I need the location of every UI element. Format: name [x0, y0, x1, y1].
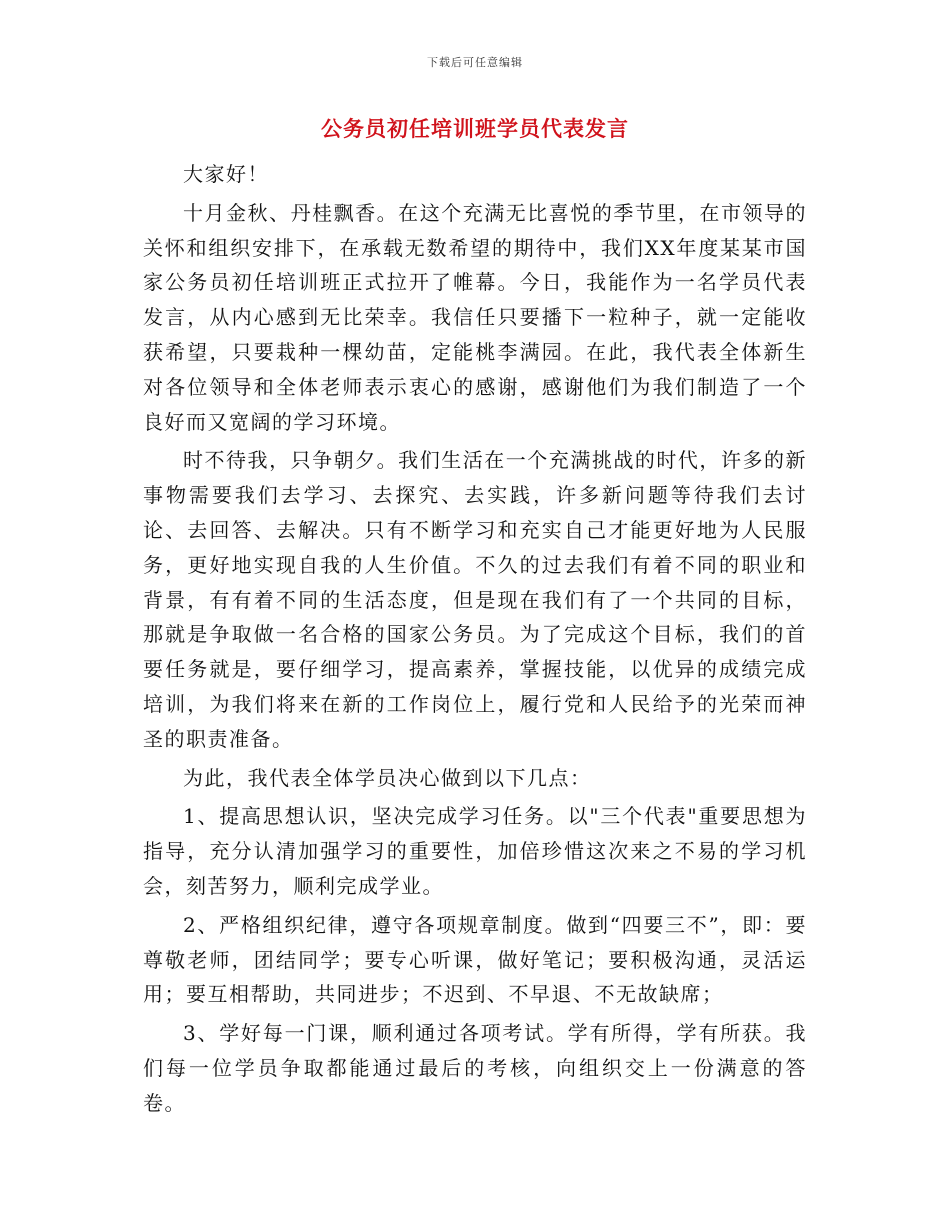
paragraph-greeting: 大家好！ [183, 162, 269, 186]
document-title: 公务员初任培训班学员代表发言 [321, 117, 629, 141]
paragraph-motivation: 时不待我，只争朝夕。我们生活在一个充满挑战的时代，许多的新事物需要我们去学习、去探究、去实践，许多新问题等待我们去讨论、去回答、去解决。只有不断学习和充实自己才能更好地为人民服务，更好地实现自我的人生价值。不久的过去我们有着不同的职业和背景，有有着不同的生活态度，但是现在我们有了一个共同的目标，那就是争取做一名合格的国家公务员。为了完成这个目标，我们的首要任务就是，要仔细学习，提高素养，掌握技能，以优异的成绩完成培训，为我们将来在新的工作岗位上，履行党和人民给予的光荣而神圣的职责准备。 [143, 448, 807, 751]
header-note: 下载后可任意编辑 [427, 56, 523, 69]
paragraph-point-1: 1、提高思想认识，坚决完成学习任务。以"三个代表"重要思想为指导，充分认清加强学习的重要性，加倍珍惜这次来之不易的学习机会，刻苦努力，顺利完成学业。 [143, 804, 807, 898]
paragraph-opening: 十月金秋、丹桂飘香。在这个充满无比喜悦的季节里，在市领导的关怀和组织安排下，在承载无数希望的期待中，我们XX年度某某市国家公务员初任培训班正式拉开了帷幕。今日，我能作为一名学员代表发言，从内心感到无比荣幸。我信任只要播下一粒种子，就一定能收获希望，只要栽种一棵幼苗，定能桃李满园。在此，我代表全体新生对各位领导和全体老师表示衷心的感谢，感谢他们为我们制造了一个良好而又宽阔的学习环境。 [143, 200, 807, 434]
paragraph-point-3: 3、学好每一门课，顺利通过各项考试。学有所得，学有所获。我们每一位学员争取都能通过最后的考核，向组织交上一份满意的答卷。 [143, 1021, 807, 1115]
document-body [143, 157, 807, 1125]
paragraph-resolution-intro: 为此，我代表全体学员决心做到以下几点： [183, 765, 592, 790]
paragraph-point-2: 2、严格组织纪律，遵守各项规章制度。做到“四要三不”，即：要尊敬老师，团结同学；要专心听课，做好笔记；要积极沟通，灵活运用；要互相帮助，共同进步；不迟到、不早退、不无故缺席； [143, 912, 807, 1007]
